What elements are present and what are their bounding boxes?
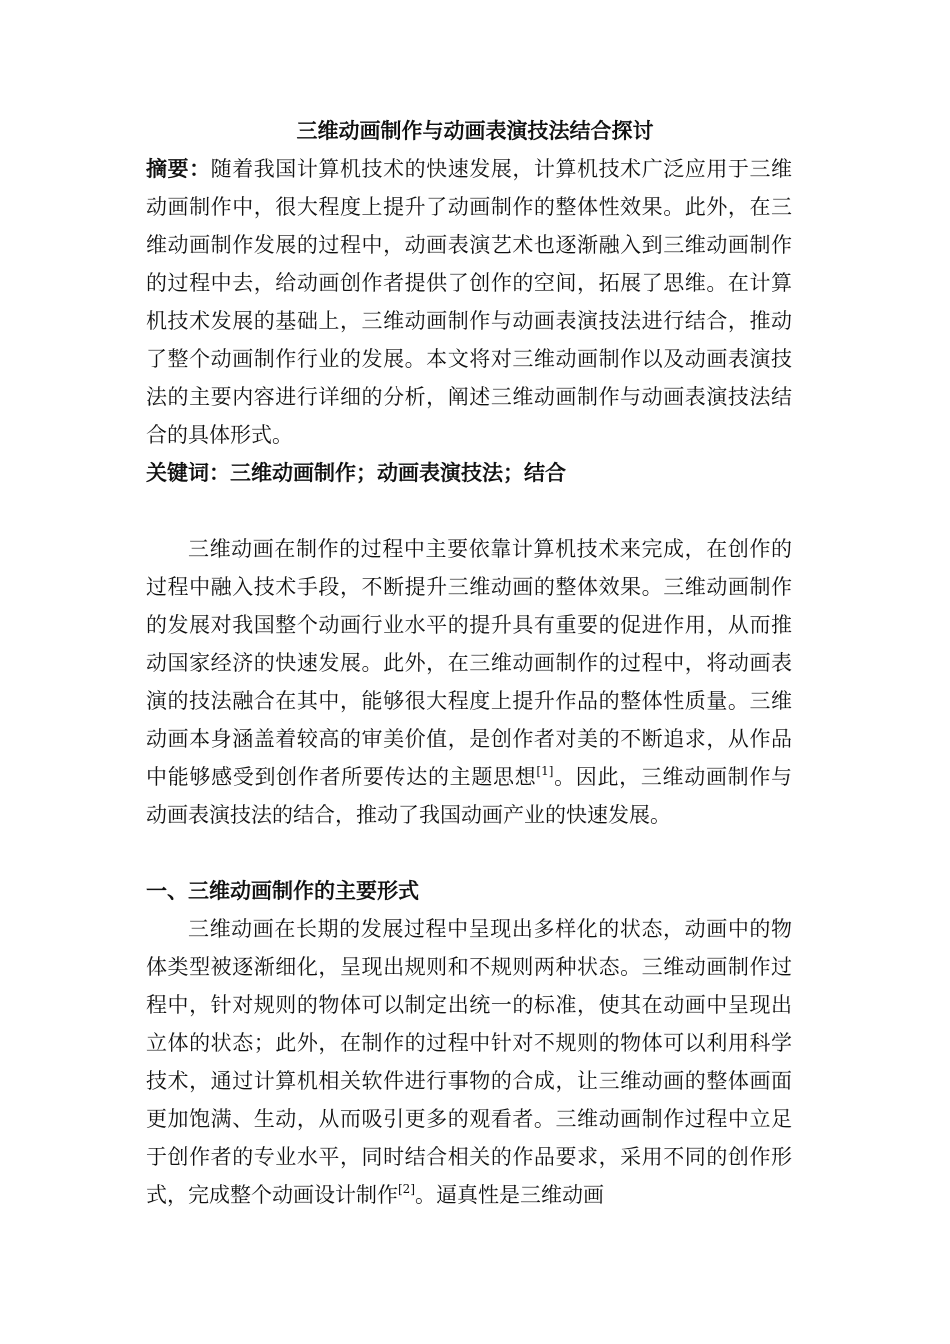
- citation-ref-2[interactable]: [2]: [398, 1182, 415, 1196]
- keywords-label: 关键词：: [146, 460, 230, 485]
- keywords-text: 三维动画制作；动画表演技法；结合: [230, 460, 566, 485]
- intro-text-part2: 。因此，三维动画制作与动画表演技法的结合，推动了我国动画产业的快速发展。: [146, 765, 793, 827]
- document-title: 三维动画制作与动画表演技法结合探讨: [296, 118, 654, 143]
- intro-text-part1: 三维动画在制作的过程中主要依靠计算机技术来完成，在创作的过程中融入技术手段，不断提升三维动画的整体效果。三维动画制作的发展对我国整个动画行业水平的提升具有重要的促进作用，从而推动国家经济的快速发展。此外，在三维动画制作的过程中，将动画表演的技法融合在其中，能够很大程度上提升作品的整体性质量。三维动画本身涵盖着较高的审美价值，是创作者对美的不断追求，从作品中能够感受到创作者所要传达的主题思想: [146, 537, 792, 789]
- section-text-part1: 三维动画在长期的发展过程中呈现出多样化的状态，动画中的物体类型被逐渐细化，呈现出规则和不规则两种状态。三维动画制作过程中，针对规则的物体可以制定出统一的标准，使其在动画中呈现出立体的状态；此外，在制作的过程中针对不规则的物体可以利用科学技术，通过计算机相关软件进行事物的合成，让三维动画的整体画面更加饱满、生动，从而吸引更多的观看者。三维动画制作过程中立足于创作者的专业水平，同时结合相关的作品要求，采用不同的创作形式，完成整个动画设计制作: [146, 917, 792, 1207]
- section-text-part2: 。逼真性是三维动画: [415, 1183, 604, 1207]
- abstract-label: 摘要：: [146, 156, 211, 181]
- intro-paragraph: [146, 530, 792, 834]
- abstract-paragraph: [146, 150, 792, 454]
- section-heading: 一、三维动画制作的主要形式: [146, 878, 419, 903]
- section-paragraph: [146, 910, 792, 1214]
- abstract-text: 随着我国计算机技术的快速发展，计算机技术广泛应用于三维动画制作中，很大程度上提升了动画制作的整体性效果。此外，在三维动画制作发展的过程中，动画表演艺术也逐渐融入到三维动画制作的过程中去，给动画创作者提供了创作的空间，拓展了思维。在计算机技术发展的基础上，三维动画制作与动画表演技法进行结合，推动了整个动画制作行业的发展。本文将对三维动画制作以及动画表演技法的主要内容进行详细的分析，阐述三维动画制作与动画表演技法结合的具体形式。: [146, 157, 792, 447]
- keywords-line: [146, 454, 792, 492]
- citation-ref-1[interactable]: [1]: [536, 764, 554, 778]
